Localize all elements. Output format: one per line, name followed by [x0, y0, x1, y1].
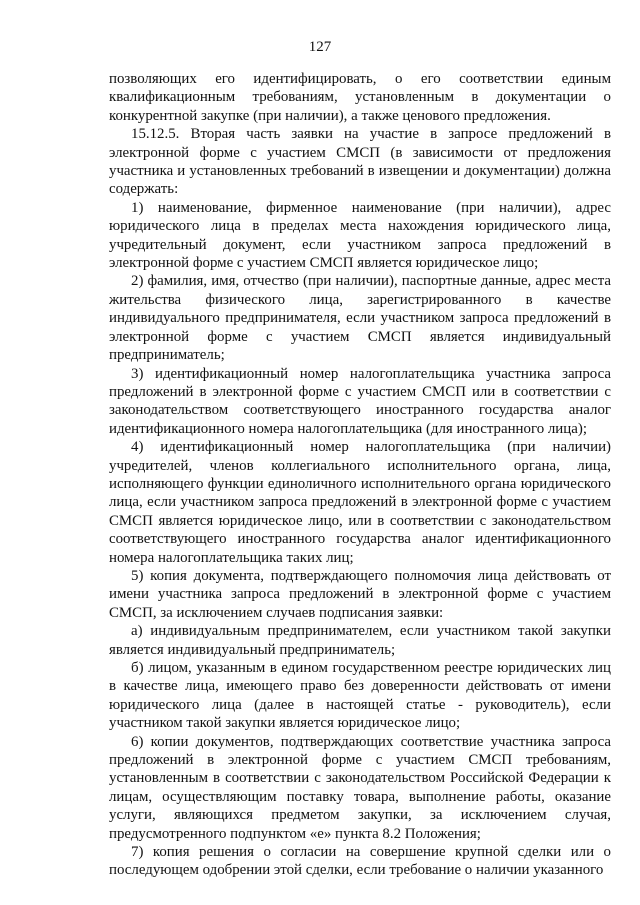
- list-item-7: 7) копия решения о согласии на совершение крупной сделки или о последующем одобрении этой сделки, если требование о наличии указанного: [109, 844, 611, 879]
- sub-item-a: а) индивидуальным предпринимателем, если участником такой закупки является индивидуальный предприниматель;: [109, 623, 611, 658]
- list-item-3: 3) идентификационный номер налогоплательщика участника запроса предложений в электронной форме с участием СМСП или в соответствии с законодательством соответствующего иностранного государства аналог идентификационного номера налогоплательщика (для иностранного лица);: [109, 365, 611, 437]
- paragraph-section-15-12-5: 15.12.5. Вторая часть заявки на участие в запросе предложений в электронной форме с участием СМСП (в зависимости от предложения участника и установленных требований в извещении и документации) должна содержать:: [109, 126, 611, 198]
- list-item-2: 2) фамилия, имя, отчество (при наличии), паспортные данные, адрес места жительства физического лица, зарегистрированного в качестве индивидуального предпринимателя, если участником запроса предложений в электронной форме с участием СМСП является индивидуальный предприниматель;: [109, 273, 611, 364]
- list-item-5: 5) копия документа, подтверждающего полномочия лица действовать от имени участника запроса предложений в электронной форме с участием СМСП, за исключением случаев подписания заявки:: [109, 567, 611, 621]
- list-item-6: 6) копии документов, подтверждающих соответствие участника запроса предложений в электронной форме с участием СМСП требованиям, установленным в соответствии с законодательством Российской Федерации к лицам, осуществляющим поставку товара, выполнение работы, оказание услуги, являющихся предметом закупки, за исключением случая, предусмотренного подпунктом «е» пункта 8.2 Положения;: [109, 733, 611, 842]
- sub-item-b: б) лицом, указанным в едином государственном реестре юридических лиц в качестве лица, имеющего право без доверенности действовать от имени юридического лица (далее в настоящей статье - руководитель), если участником такой закупки является юридическое лицо;: [109, 660, 611, 732]
- list-item-1: 1) наименование, фирменное наименование (при наличии), адрес юридического лица в пределах места нахождения юридического лица, учредительный документ, если участником запроса предложений в электронной форме с участием СМСП является юридическое лицо;: [109, 199, 611, 272]
- list-item-4: 4) идентификационный номер налогоплательщика (при наличии) учредителей, членов коллегиального исполнительного органа, лица, исполняющего функции единоличного исполнительного органа юридического лица, если участником запроса предложений в электронной форме с участием СМСП является юридическое лицо, или в соответствии с законодательством соответствующего иностранного государства аналог идентификационного номера налогоплательщика таких лиц;: [109, 439, 611, 566]
- page-number: 127: [308, 39, 332, 55]
- document-body: [109, 70, 611, 880]
- paragraph-continuation: позволяющих его идентифицировать, о его соответствии единым квалификационным требованиям, установленным в документации о конкурентной закупке (при наличии), а также ценового предложения.: [109, 71, 611, 124]
